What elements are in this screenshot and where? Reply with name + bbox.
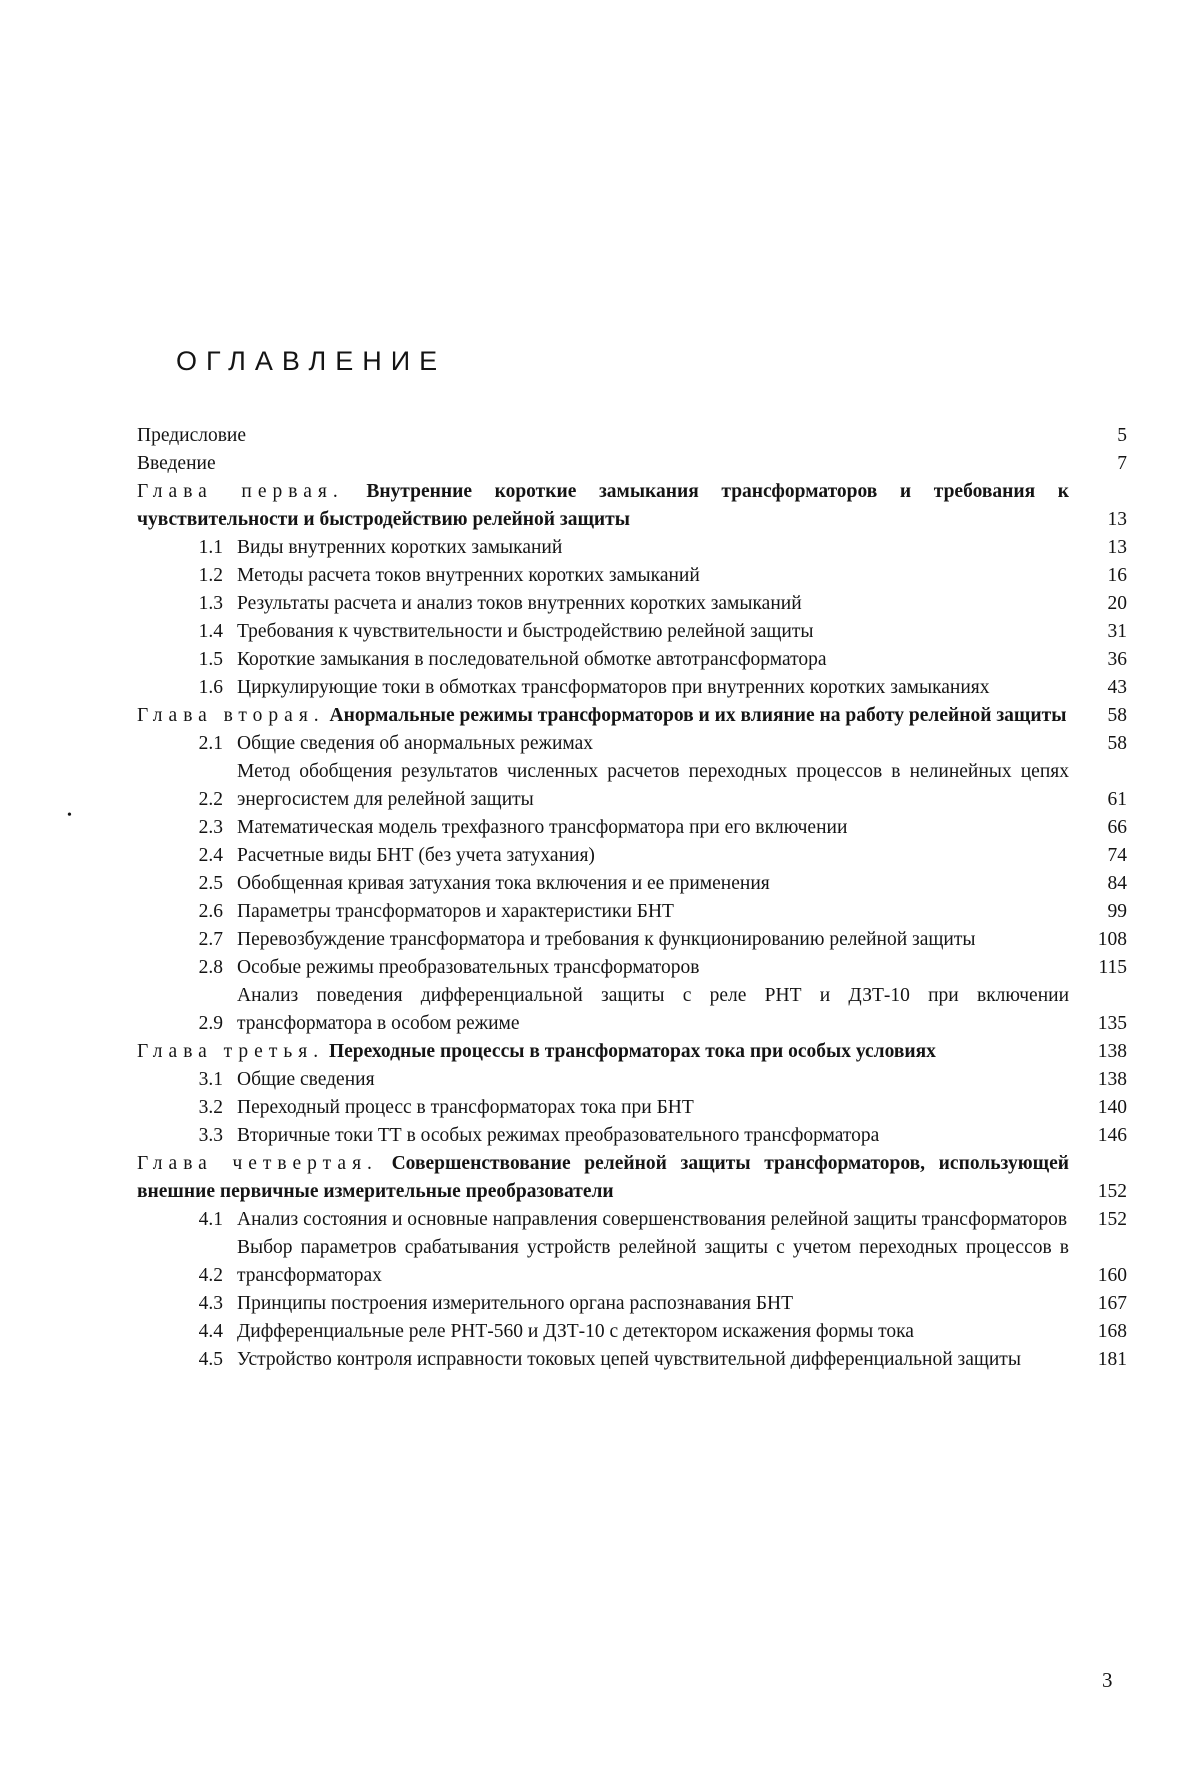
page-ref: 138 (1097, 1069, 1127, 1090)
toc-entry (137, 422, 1127, 450)
entry-title (137, 1038, 1069, 1066)
page-ref: 152 (1097, 1181, 1127, 1202)
page-ref: 7 (1117, 453, 1127, 474)
entry-title: Математическая модель трехфазного трансформатора при его включении (237, 817, 848, 838)
entry-title: Метод обобщения результатов численных расчетов переходных процессов в нелинейных цепях энергосистем для релейной защиты (237, 761, 1069, 810)
chapter-label: Глава третья. (137, 1041, 325, 1062)
toc-entry (137, 926, 1127, 954)
toc-chapter (137, 1038, 1127, 1066)
toc-entry (137, 1206, 1127, 1234)
toc-chapter (137, 1150, 1127, 1206)
section-number: 3.3 (198, 1125, 223, 1146)
entry-title: Вторичные токи ТТ в особых режимах преобразовательного трансформатора (237, 1125, 880, 1146)
entry-title: Анализ поведения дифференциальной защиты с реле РНТ и ДЗТ-10 при включении трансформатора в особом режиме (237, 985, 1069, 1034)
toc-entry (137, 534, 1127, 562)
page-ref: 115 (1098, 957, 1127, 978)
section-number: 1.3 (198, 593, 223, 614)
page-ref: 160 (1097, 1265, 1127, 1286)
page-title: ОГЛАВЛЕНИЕ (176, 346, 447, 376)
page-number: 3 (1102, 1668, 1113, 1692)
entry-title: Перевозбуждение трансформатора и требования к функционированию релейной защиты (237, 929, 976, 950)
toc-entry (137, 954, 1127, 982)
page-ref: 99 (1107, 901, 1127, 922)
entry-title (137, 1150, 1069, 1206)
page-ref: 61 (1107, 789, 1127, 810)
toc-entry (137, 730, 1127, 758)
entry-title: Анализ состояния и основные направления совершенствования релейной защиты трансформаторов (237, 1209, 1068, 1230)
section-number: 2.2 (198, 789, 223, 810)
table-of-contents (137, 422, 1127, 1374)
section-number: 3.1 (198, 1069, 223, 1090)
page-ref: 108 (1097, 929, 1127, 950)
chapter-title: Переходные процессы в трансформаторах тока при особых условиях (328, 1041, 936, 1062)
section-number: 1.1 (198, 537, 223, 558)
entry-title: Введение (137, 453, 216, 474)
section-number: 2.7 (198, 929, 223, 950)
page-ref: 58 (1107, 705, 1127, 726)
entry-title: Особые режимы преобразовательных трансформаторов (237, 957, 700, 978)
entry-title (137, 702, 1069, 730)
margin-mark: • (67, 808, 72, 823)
entry-title: Обобщенная кривая затухания тока включения и ее применения (237, 873, 770, 894)
section-number: 4.2 (198, 1265, 223, 1286)
page-ref: 146 (1097, 1125, 1127, 1146)
section-number: 1.5 (198, 649, 223, 670)
toc-entry (137, 674, 1127, 702)
entry-title: Дифференциальные реле РНТ-560 и ДЗТ-10 с детектором искажения формы тока (237, 1321, 914, 1342)
section-number: 4.5 (198, 1349, 223, 1370)
chapter-label: Глава четвертая. (137, 1153, 378, 1174)
toc-chapter (137, 702, 1127, 730)
toc-entry (137, 1318, 1127, 1346)
page-ref: 13 (1107, 537, 1127, 558)
page-ref: 74 (1107, 845, 1127, 866)
page-ref: 13 (1107, 509, 1127, 530)
page-ref: 140 (1097, 1097, 1127, 1118)
toc-entry (137, 590, 1127, 618)
toc-entry (137, 1346, 1127, 1374)
section-number: 4.4 (198, 1321, 223, 1342)
page-ref: 5 (1117, 425, 1127, 446)
toc-entry (137, 1094, 1127, 1122)
chapter-label: Глава вторая. (137, 705, 325, 726)
section-number: 1.4 (198, 621, 223, 642)
toc-entry (137, 842, 1127, 870)
section-number: 2.4 (198, 845, 223, 866)
chapter-label: Глава первая. (137, 481, 344, 502)
entry-title: Результаты расчета и анализ токов внутренних коротких замыканий (237, 593, 802, 614)
section-number: 4.3 (198, 1293, 223, 1314)
toc-entry (137, 814, 1127, 842)
page-ref: 20 (1107, 593, 1127, 614)
entry-title: Требования к чувствительности и быстродействию релейной защиты (237, 621, 814, 642)
section-number: 1.2 (198, 565, 223, 586)
page-ref: 135 (1097, 1013, 1127, 1034)
toc-entry (137, 1234, 1127, 1290)
page-ref: 152 (1097, 1209, 1127, 1230)
toc-entry (137, 1066, 1127, 1094)
section-number: 2.9 (198, 1013, 223, 1034)
toc-entry (137, 1290, 1127, 1318)
toc-entry (137, 758, 1127, 814)
page-ref: 31 (1107, 621, 1127, 642)
entry-title: Предисловие (137, 425, 247, 446)
page-ref: 167 (1097, 1293, 1127, 1314)
section-number: 2.6 (198, 901, 223, 922)
entry-title: Устройство контроля исправности токовых цепей чувствительной дифференциальной защиты (237, 1349, 1021, 1370)
page-ref: 138 (1097, 1041, 1127, 1062)
entry-title: Короткие замыкания в последовательной обмотке автотрансформатора (237, 649, 827, 670)
chapter-title: Внутренние короткие замыкания трансформаторов и требования к чувствительности и быстродействию релейной защиты (137, 481, 1069, 530)
section-number: 2.8 (198, 957, 223, 978)
chapter-title: Анормальные режимы трансформаторов и их влияние на работу релейной защиты (329, 705, 1067, 726)
section-number: 3.2 (198, 1097, 223, 1118)
section-number: 2.1 (198, 733, 223, 754)
chapter-title: Совершенствование релейной защиты трансформаторов, использующей внешние первичные измерительные преобразователи (137, 1153, 1069, 1202)
entry-title: Параметры трансформаторов и характеристики БНТ (237, 901, 674, 922)
toc-entry (137, 1122, 1127, 1150)
toc-entry (137, 898, 1127, 926)
entry-title: Общие сведения об анормальных режимах (237, 733, 594, 754)
section-number: 1.6 (198, 677, 223, 698)
entry-title: Принципы построения измерительного органа распознавания БНТ (237, 1293, 794, 1314)
page-ref: 181 (1097, 1349, 1127, 1370)
entry-title: Методы расчета токов внутренних коротких замыканий (237, 565, 700, 586)
page-ref: 66 (1107, 817, 1127, 838)
toc-entry (137, 450, 1127, 478)
entry-title (137, 478, 1069, 534)
page-ref: 58 (1107, 733, 1127, 754)
page-ref: 43 (1107, 677, 1127, 698)
page-ref: 84 (1107, 873, 1127, 894)
section-number: 2.3 (198, 817, 223, 838)
entry-title: Виды внутренних коротких замыканий (237, 537, 563, 558)
entry-title: Общие сведения (237, 1069, 375, 1090)
entry-title: Переходный процесс в трансформаторах тока при БНТ (237, 1097, 694, 1118)
toc-entry (137, 870, 1127, 898)
toc-entry (137, 646, 1127, 674)
toc-chapter (137, 478, 1127, 534)
entry-title: Расчетные виды БНТ (без учета затухания) (237, 845, 595, 866)
toc-entry (137, 562, 1127, 590)
toc-entry (137, 982, 1127, 1038)
section-number: 4.1 (198, 1209, 223, 1230)
section-number: 2.5 (198, 873, 223, 894)
toc-entry (137, 618, 1127, 646)
entry-title: Циркулирующие токи в обмотках трансформаторов при внутренних коротких замыканиях (237, 677, 990, 698)
page-ref: 16 (1107, 565, 1127, 586)
entry-title: Выбор параметров срабатывания устройств релейной защиты с учетом переходных процессов в трансформаторах (237, 1237, 1069, 1286)
page-ref: 36 (1107, 649, 1127, 670)
page-ref: 168 (1097, 1321, 1127, 1342)
